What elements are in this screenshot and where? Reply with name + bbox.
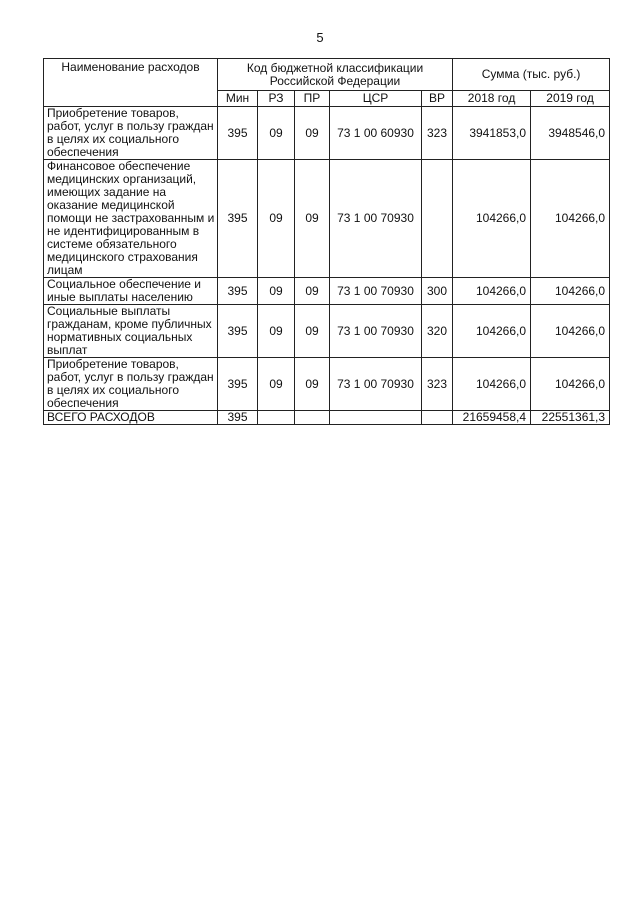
table-row [44, 107, 610, 160]
row-name: Приобретение товаров, работ, услуг в пользу граждан в целях их социального обеспечения [44, 358, 218, 411]
row-csr: 73 1 00 70930 [330, 278, 422, 305]
row-min: 395 [218, 160, 258, 278]
header-sum-group: Сумма (тыс. руб.) [453, 59, 610, 91]
budget-table [43, 58, 610, 425]
header-pr: ПР [295, 91, 330, 107]
page-number: 5 [316, 30, 324, 45]
total-2019: 22551361,3 [531, 411, 610, 425]
row-name: Приобретение товаров, работ, услуг в пользу граждан в целях их социального обеспечения [44, 107, 218, 160]
row-vr: 300 [422, 278, 453, 305]
row-pr: 09 [295, 107, 330, 160]
total-rz [258, 411, 295, 425]
row-name: Социальные выплаты гражданам, кроме публичных нормативных социальных выплат [44, 305, 218, 358]
row-pr: 09 [295, 160, 330, 278]
row-2018: 104266,0 [453, 278, 531, 305]
header-2019: 2019 год [531, 91, 610, 107]
row-min: 395 [218, 107, 258, 160]
row-csr: 73 1 00 60930 [330, 107, 422, 160]
row-rz: 09 [258, 278, 295, 305]
row-rz: 09 [258, 358, 295, 411]
row-pr: 09 [295, 358, 330, 411]
header-code-group: Код бюджетной классификации Российской Федерации [218, 59, 453, 91]
total-vr [422, 411, 453, 425]
row-min: 395 [218, 358, 258, 411]
row-vr: 320 [422, 305, 453, 358]
row-csr: 73 1 00 70930 [330, 358, 422, 411]
table-row [44, 278, 610, 305]
header-rz: РЗ [258, 91, 295, 107]
row-2019: 104266,0 [531, 160, 610, 278]
header-vr: ВР [422, 91, 453, 107]
total-csr [330, 411, 422, 425]
row-2019: 104266,0 [531, 278, 610, 305]
row-min: 395 [218, 278, 258, 305]
header-min: Мин [218, 91, 258, 107]
table-row [44, 358, 610, 411]
row-name: Социальное обеспечение и иные выплаты населению [44, 278, 218, 305]
row-vr: 323 [422, 358, 453, 411]
row-vr [422, 160, 453, 278]
row-2019: 104266,0 [531, 305, 610, 358]
header-csr: ЦСР [330, 91, 422, 107]
row-csr: 73 1 00 70930 [330, 305, 422, 358]
row-pr: 09 [295, 278, 330, 305]
row-pr: 09 [295, 305, 330, 358]
row-vr: 323 [422, 107, 453, 160]
row-2018: 104266,0 [453, 305, 531, 358]
row-2018: 104266,0 [453, 358, 531, 411]
row-rz: 09 [258, 160, 295, 278]
row-min: 395 [218, 305, 258, 358]
total-min: 395 [218, 411, 258, 425]
row-2018: 3941853,0 [453, 107, 531, 160]
row-rz: 09 [258, 107, 295, 160]
table-row [44, 305, 610, 358]
total-row [44, 411, 610, 425]
row-2019: 104266,0 [531, 358, 610, 411]
total-2018: 21659458,4 [453, 411, 531, 425]
table-row [44, 160, 610, 278]
total-pr [295, 411, 330, 425]
header-2018: 2018 год [453, 91, 531, 107]
header-name: Наименование расходов [44, 59, 218, 107]
row-csr: 73 1 00 70930 [330, 160, 422, 278]
row-2018: 104266,0 [453, 160, 531, 278]
row-rz: 09 [258, 305, 295, 358]
row-name: Финансовое обеспечение медицинских организаций, имеющих задание на оказание медицинской помощи не застрахованным и не идентифицированным в системе обязательного медицинского страхования лицам [44, 160, 218, 278]
total-label: ВСЕГО РАСХОДОВ [44, 411, 218, 425]
row-2019: 3948546,0 [531, 107, 610, 160]
